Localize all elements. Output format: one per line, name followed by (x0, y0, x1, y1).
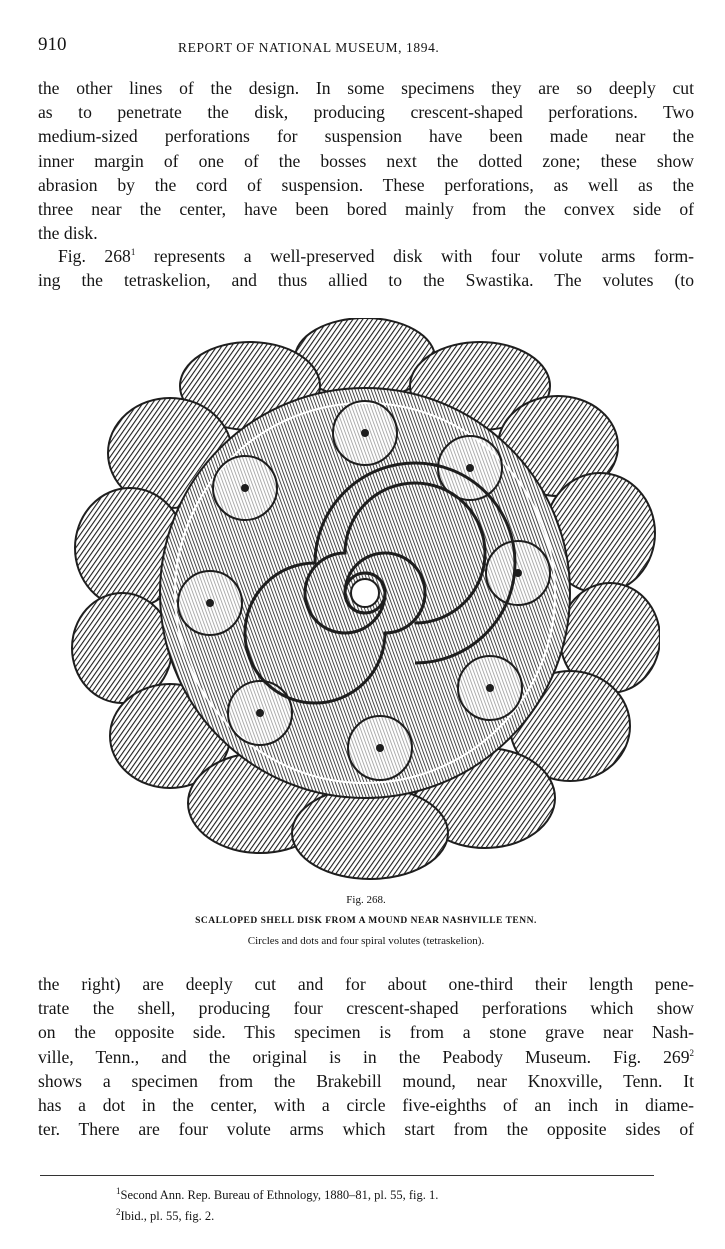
footnote-text: Ibid., pl. 55, fig. 2. (120, 1209, 215, 1223)
paragraph-1 (38, 76, 694, 245)
footnote-mark: 1 (130, 247, 136, 258)
text-line: ter. There are four volute arms which start from the opposite sides of (38, 1119, 694, 1140)
text-line: inner margin of one of the bosses next the dotted zone; these show (38, 150, 694, 171)
footnote-mark: 2 (116, 1206, 121, 1217)
paragraph-3 (38, 972, 694, 1141)
text-run: ville, Tenn., and the original is in the Peabody Museum. Fig. 269 (38, 1046, 690, 1067)
text-line: the right) are deeply cut and for about one-third their length pene- (38, 974, 694, 994)
page-header (38, 34, 690, 60)
shell-disk-engraving (70, 318, 660, 888)
figure-reference: Fig. 268 (58, 246, 131, 266)
footnotes (116, 1185, 438, 1227)
text-line: the disk. (38, 223, 98, 244)
text-line: trate the shell, producing four crescent-shaped perforations which show (38, 998, 694, 1019)
text-line: shows a specimen from the Brakebill mound, near Knoxville, Tenn. It (38, 1070, 694, 1091)
text-line: as to penetrate the disk, producing crescent-shaped perforations. Two (38, 102, 694, 123)
figure-subtitle: Circles and dots and four spiral volutes (tetraskelion). (247, 935, 485, 947)
footnote-mark: 1 (116, 1185, 121, 1196)
text-run: represents a well-preserved disk with four volute arms form- (135, 246, 694, 266)
footnote (116, 1206, 438, 1227)
footnote (116, 1185, 438, 1206)
footnote-text: Second Ann. Rep. Bureau of Ethnology, 1880–81, pl. 55, fig. 1. (120, 1188, 439, 1202)
text-line (38, 1045, 694, 1069)
page-number: 910 (38, 34, 67, 55)
text-line (38, 244, 694, 268)
text-line: three near the center, have been bored mainly from the convex side of (38, 199, 694, 220)
text-line: has a dot in the center, with a circle five-eighths of an inch in diame- (38, 1095, 694, 1116)
paragraph-2 (38, 244, 694, 292)
figure-title: SCALLOPED SHELL DISK FROM A MOUND NEAR NASHVILLE TENN. (195, 916, 537, 926)
text-line: medium-sized perforations for suspension have been made near the (38, 126, 694, 147)
text-line: abrasion by the cord of suspension. These perforations, as well as the (38, 174, 694, 195)
text-line: ing the tetraskelion, and thus allied to the Swastika. The volutes (to (38, 270, 694, 291)
text-line: the other lines of the design. In some specimens they are so deeply cut (38, 78, 694, 98)
footnote-rule (40, 1175, 654, 1176)
center-boss (351, 579, 379, 607)
running-head: REPORT OF NATIONAL MUSEUM, 1894. (178, 40, 440, 55)
figure-number: Fig. 268. (346, 894, 386, 906)
footnote-mark: 2 (689, 1047, 694, 1058)
text-line: on the opposite side. This specimen is from a stone grave near Nash- (38, 1022, 694, 1043)
